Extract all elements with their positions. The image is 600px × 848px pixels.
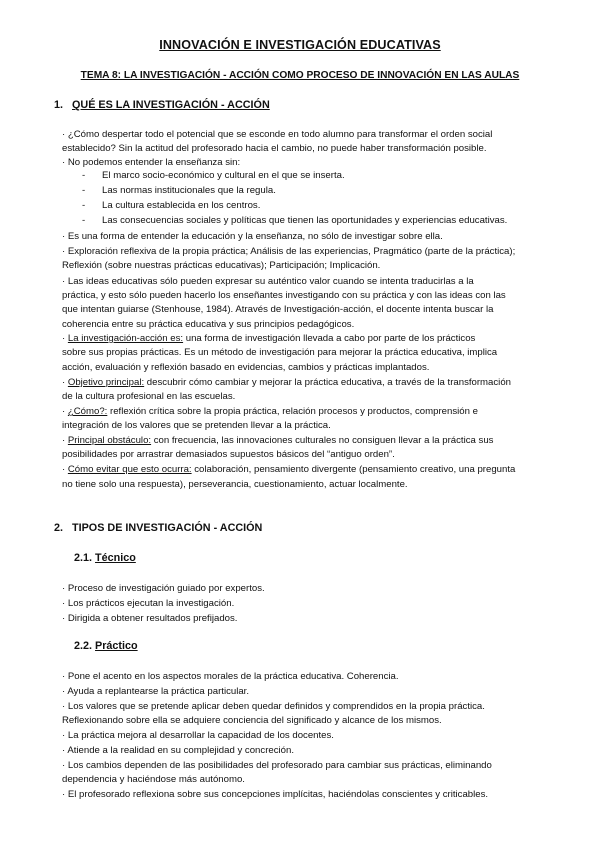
section-2-number: 2. bbox=[54, 522, 64, 534]
section-1-heading bbox=[54, 99, 270, 111]
subsection-2-2-title: Práctico bbox=[95, 640, 138, 652]
list-item: El marco socio-económico y cultural en el que se inserta. bbox=[102, 170, 345, 181]
list-item: dependencia y haciéndose más autónomo. bbox=[62, 774, 245, 785]
list-item: Las normas institucionales que la regula. bbox=[102, 185, 276, 196]
obstacle-text: con frecuencia, las innovaciones culturales no consiguen llevar a la práctica sus bbox=[151, 435, 494, 446]
paragraph-line: integración de los valores que se pretenden llevar a la práctica. bbox=[62, 420, 331, 431]
list-item: · Atiende a la realidad en su complejidad y concreción. bbox=[62, 745, 294, 756]
list-item: · Ayuda a replantearse la práctica particular. bbox=[62, 686, 250, 697]
section-1-number: 1. bbox=[54, 99, 64, 111]
section-1-title: QUÉ ES LA INVESTIGACIÓN - ACCIÓN bbox=[72, 99, 270, 111]
list-item: · Los valores que se pretende aplicar deben quedar definidos y comprendidos en la propia práctica. bbox=[62, 701, 485, 712]
obstacle-label: Principal obstáculo: bbox=[67, 435, 152, 446]
how-label: ¿Cómo?: bbox=[67, 406, 108, 417]
paragraph-line bbox=[62, 434, 493, 447]
paragraph-line: · Las ideas educativas sólo pueden expresar su auténtico valor cuando se intenta traducirlas a la bbox=[62, 276, 474, 287]
list-item: Reflexionando sobre ella se adquiere conciencia del significado y alcance de los mismos. bbox=[62, 715, 442, 726]
list-item: · Los prácticos ejecutan la investigación. bbox=[62, 598, 235, 609]
dash-marker: - bbox=[82, 215, 86, 226]
list-item: · El profesorado reflexiona sobre sus concepciones implícitas, haciéndolas conscientes y criticables. bbox=[62, 789, 489, 800]
objective-text: descubrir cómo cambiar y mejorar la práctica educativa, a través de la transformación bbox=[144, 377, 511, 388]
bullet: · bbox=[62, 406, 68, 417]
list-item: · Dirigida a obtener resultados prefijados. bbox=[62, 613, 238, 624]
paragraph-line: · Exploración reflexiva de la propia práctica; Análisis de las experiencias, Pragmático (parte de la práctica); bbox=[62, 246, 516, 257]
list-item: · Los cambios dependen de las posibilidades del profesorado para cambiar sus prácticas, eliminando bbox=[62, 760, 492, 771]
paragraph-line: no tiene solo una respuesta), perseverancia, cuestionamiento, actuar localmente. bbox=[62, 479, 408, 490]
subsection-2-2-number: 2.2. bbox=[74, 640, 93, 652]
dash-marker: - bbox=[82, 170, 86, 181]
bullet: · bbox=[62, 333, 68, 344]
paragraph-line: · No podemos entender la enseñanza sin: bbox=[62, 157, 241, 168]
paragraph-line bbox=[62, 405, 478, 418]
topic-subtitle: TEMA 8: LA INVESTIGACIÓN - ACCIÓN COMO PROCESO DE INNOVACIÓN EN LAS AULAS bbox=[80, 70, 520, 81]
paragraph-line: · Es una forma de entender la educación y la enseñanza, no sólo de investigar sobre ella. bbox=[62, 231, 443, 242]
how-text: reflexión crítica sobre la propia práctica, relación procesos y productos, comprensión e bbox=[107, 406, 478, 417]
paragraph-line: sobre sus propias prácticas. Es un método de investigación para mejorar la práctica educativa, implica bbox=[62, 347, 498, 358]
avoid-text: colaboración, pensamiento divergente (pensamiento creativo, una pregunta bbox=[191, 464, 516, 475]
definition-text: una forma de investigación llevada a cabo por parte de los prácticos bbox=[183, 333, 476, 344]
paragraph-line: que intentan guiarse (Stenhouse, 1984). Através de Investigación-acción, el docente intenta buscar la bbox=[62, 304, 494, 315]
subsection-2-1-title: Técnico bbox=[95, 552, 136, 564]
section-2-heading bbox=[54, 522, 262, 534]
paragraph-line: coherencia entre su práctica educativa y sus principios pedagógicos. bbox=[62, 319, 355, 330]
dash-marker: - bbox=[82, 185, 86, 196]
paragraph-line: establecido? Sin la actitud del profesorado hacia el cambio, no puede haber transformación posible. bbox=[62, 143, 487, 154]
bullet: · bbox=[62, 435, 68, 446]
paragraph-line: Reflexión (sobre nuestras prácticas educativas); Participación; Implicación. bbox=[62, 260, 381, 271]
paragraph-line: acción, evaluación y reflexión basado en evidencias, cambios y prácticas implantados. bbox=[62, 362, 430, 373]
paragraph-line bbox=[62, 463, 515, 476]
paragraph-line: práctica, y esto sólo pueden hacerlo los enseñantes investigando con su práctica y con las ideas con las bbox=[62, 290, 506, 301]
document-title: INNOVACIÓN E INVESTIGACIÓN EDUCATIVAS bbox=[159, 38, 441, 52]
list-item: La cultura establecida en los centros. bbox=[102, 200, 261, 211]
subsection-2-1-heading bbox=[74, 552, 136, 564]
paragraph-line: de la cultura profesional en las escuelas. bbox=[62, 391, 236, 402]
subsection-2-2-heading bbox=[74, 640, 138, 652]
objective-label: Objetivo principal: bbox=[67, 377, 145, 388]
dash-marker: - bbox=[82, 200, 86, 211]
list-item: · Proceso de investigación guiado por expertos. bbox=[62, 583, 265, 594]
bullet: · bbox=[62, 464, 68, 475]
list-item: Las consecuencias sociales y políticas que tienen las oportunidades y experiencias educativas. bbox=[102, 215, 508, 226]
paragraph-line bbox=[62, 332, 475, 345]
section-2-title: TIPOS DE INVESTIGACIÓN - ACCIÓN bbox=[72, 522, 263, 534]
paragraph-line bbox=[62, 376, 511, 389]
list-item: · La práctica mejora al desarrollar la capacidad de los docentes. bbox=[62, 730, 334, 741]
avoid-label: Cómo evitar que esto ocurra: bbox=[67, 464, 192, 475]
subsection-2-1-number: 2.1. bbox=[74, 552, 93, 564]
definition-label: La investigación-acción es: bbox=[67, 333, 184, 344]
paragraph-line: · ¿Cómo despertar todo el potencial que se esconde en todo alumno para transformar el orden social bbox=[62, 129, 493, 140]
list-item: · Pone el acento en los aspectos morales de la práctica educativa. Coherencia. bbox=[62, 671, 399, 682]
paragraph-line: posibilidades por arrastrar demasiados supuestos básicos del “antiguo orden”. bbox=[62, 449, 395, 460]
bullet: · bbox=[62, 377, 68, 388]
